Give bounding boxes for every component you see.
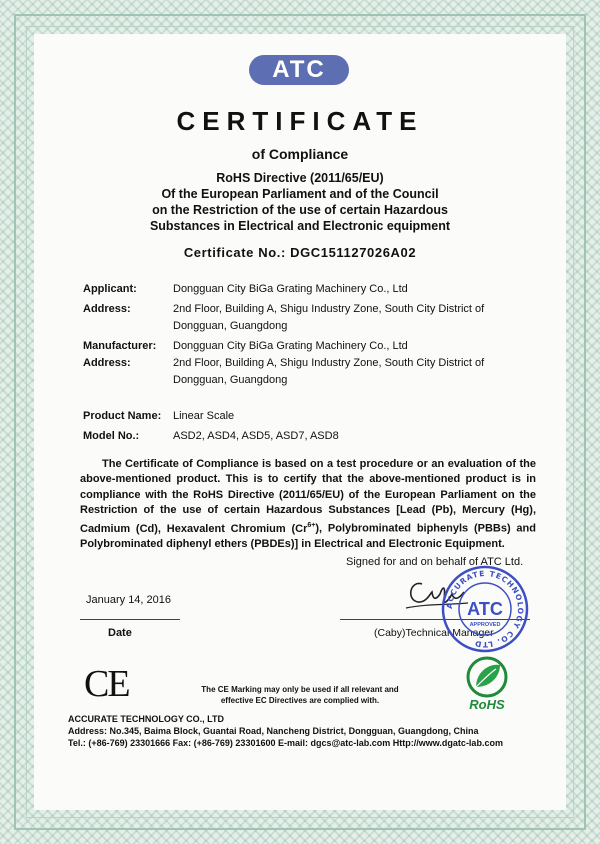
- directive-line: Of the European Parliament and of the Council: [161, 187, 439, 201]
- ce-note-line: The CE Marking may only be used if all relevant and: [201, 685, 399, 694]
- product-name-value: Linear Scale: [173, 410, 235, 422]
- ce-mark: CE: [84, 663, 129, 705]
- applicant-address-line: Dongguan, Guangdong: [173, 320, 288, 332]
- stamp-sub-text: APPROVED: [469, 622, 501, 628]
- manufacturer-value: Dongguan City BiGa Grating Machinery Co., Ltd: [173, 340, 408, 352]
- issuer-company: ACCURATE TECHNOLOGY CO., LTD: [68, 714, 224, 724]
- approval-stamp: [441, 565, 529, 653]
- rohs-logo: [456, 655, 518, 713]
- manufacturer-address-label: Address:: [83, 357, 131, 369]
- manufacturer-label: Manufacturer:: [83, 340, 157, 352]
- applicant-label: Applicant:: [83, 283, 137, 295]
- rohs-logo-text: RoHS: [469, 697, 505, 712]
- statement-part2: ), Polybrominated biphenyls (PBBs) and Polybrominated diphenyl ethers (PBDEs)] in Electrical and Electronic Equipment.: [80, 522, 536, 551]
- stamp-center-text: ATC: [467, 599, 503, 619]
- issuer-footer: [68, 713, 503, 749]
- signer-title: (Caby)Technical Manager: [374, 627, 494, 639]
- date-underline: [80, 619, 180, 620]
- issuer-contact: Tel.: (+86-769) 23301666 Fax: (+86-769) 23301600 E-mail: dgcs@atc-lab.com Http://www.dgatc-lab.com: [68, 738, 503, 748]
- directive-line: on the Restriction of the use of certain Hazardous: [152, 203, 448, 217]
- ce-note-line: effective EC Directives are complied with.: [220, 696, 380, 705]
- model-no-label: Model No.:: [83, 430, 140, 442]
- applicant-address-label: Address:: [83, 303, 131, 315]
- statement-part1: The Certificate of Compliance is based on a test procedure or an evaluation of the above-mentioned product. This is to certify that the above-mentioned product is in compliance with the RoHS Directive (2011/65/EU) of the European Parliament on the Restriction of the use of certain Hazardous Substances [Lead (Pb), Mercury (Hg), Cadmium (Cd), Hexavalent Chromium (Cr: [80, 458, 536, 535]
- product-name-label: Product Name:: [83, 410, 162, 422]
- model-no-value: ASD2, ASD4, ASD5, ASD7, ASD8: [173, 430, 339, 442]
- certificate-subtitle: of Compliance: [251, 146, 349, 162]
- manufacturer-address-line: Dongguan, Guangdong: [173, 374, 288, 386]
- stamp-ring-text: ACCURATE TECHNOLOGY CO. LTD: [444, 568, 526, 650]
- statement-superscript: 6+: [307, 522, 316, 530]
- directive-line: RoHS Directive (2011/65/EU): [216, 171, 384, 185]
- issuer-address: Address: No.345, Baima Block, Guantai Road, Nancheng District, Dongguan, Guangdong, China: [68, 726, 479, 736]
- applicant-address-line: 2nd Floor, Building A, Shigu Industry Zone, South City District of: [173, 303, 485, 315]
- certificate-number: Certificate No.: DGC151127026A02: [183, 245, 417, 260]
- compliance-statement: [80, 457, 536, 552]
- directive-heading: [0, 170, 600, 234]
- applicant-value: Dongguan City BiGa Grating Machinery Co., Ltd: [173, 283, 408, 295]
- atc-logo: ATC: [249, 55, 349, 85]
- signed-on-behalf: Signed for and on behalf of ATC Ltd.: [346, 556, 524, 568]
- date-value: January 14, 2016: [86, 594, 172, 606]
- certificate-title: CERTIFICATE: [176, 106, 424, 136]
- manufacturer-address-line: 2nd Floor, Building A, Shigu Industry Zone, South City District of: [173, 357, 485, 369]
- directive-line: Substances in Electrical and Electronic equipment: [149, 219, 451, 233]
- date-label: Date: [108, 627, 132, 639]
